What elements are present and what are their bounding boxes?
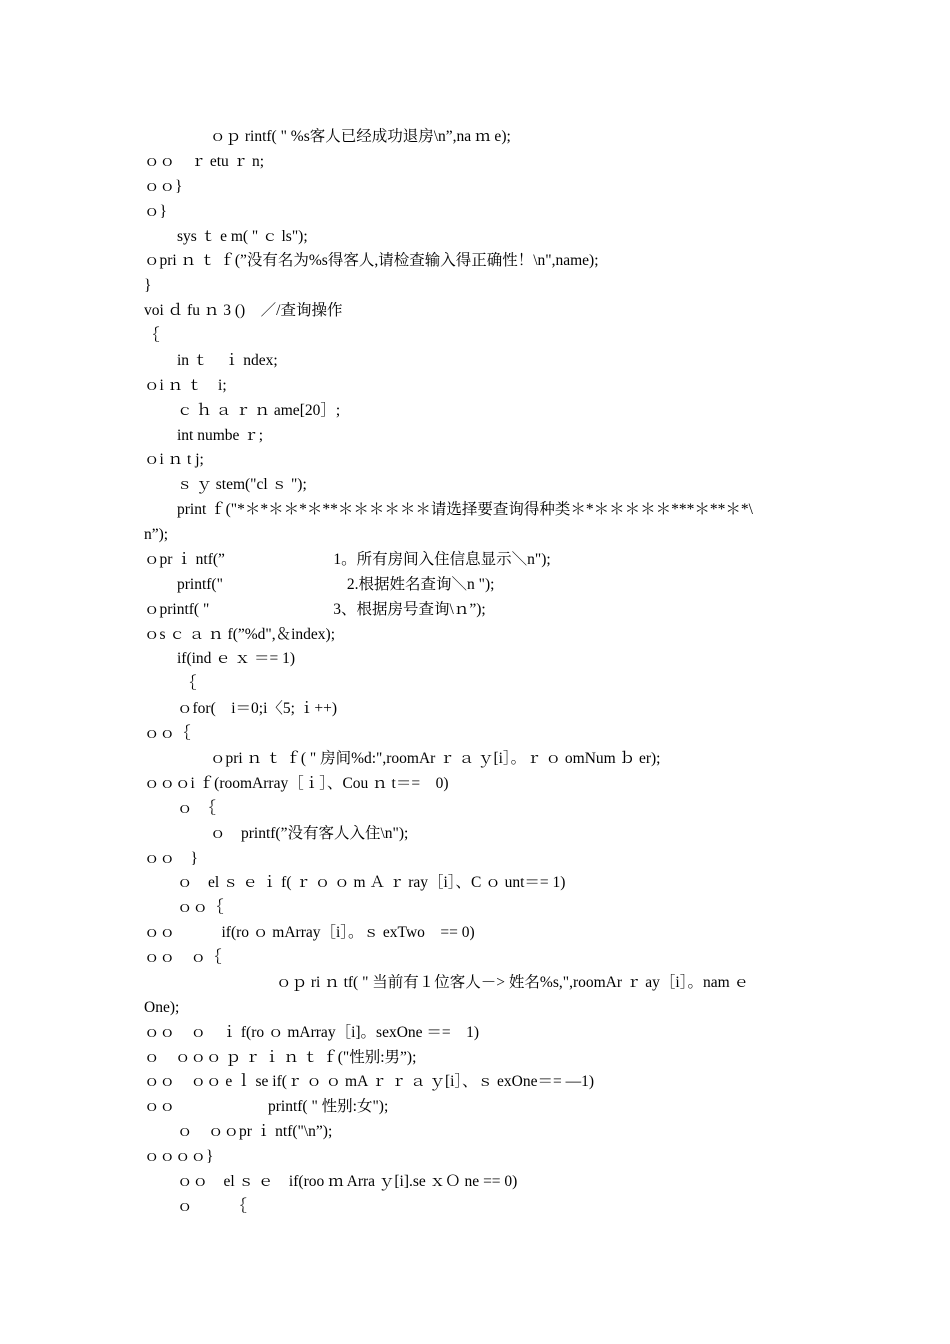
code-line: ｏｏ el ｓ ｅ if(roo ｍ Arra ｙ[i].se ｘＯ ne == 0) [177, 1173, 518, 1190]
code-line: ｏｐ rintf( " %s客人已经成功退房\n”,na ｍ e); [210, 128, 511, 145]
code-line: ｏpri ｎ ｔ ｆ(”没有名为%s得客人,请检查输入得正确性！\n",name); [144, 252, 599, 269]
code-line: ｏ ｏｏｏ ｐ ｒ ｉ ｎ ｔ ｆ("性别:男”); [144, 1049, 417, 1066]
code-line: ｏprintf( " 3、根据房号查询\ｎ”); [144, 601, 486, 618]
code-line: ｏi ｎ ｔ i; [144, 377, 227, 394]
code-line: print ｆ("*＊*＊＊*＊**＊＊＊＊＊＊请选择要查询得种类＊*＊＊＊＊＊***＊**＊*\ [177, 501, 753, 518]
code-line: sys ｔ e m( " ｃ ls"); [177, 228, 308, 245]
code-line: ｓ ｙ stem("cl ｓ "); [177, 476, 307, 493]
code-line: ｏｏ｛ [144, 725, 191, 742]
code-line: in ｔ ｉ ndex; [177, 352, 278, 369]
code-line: ｏｏ ｒ etu ｒ n; [144, 153, 265, 170]
code-line: ｏｏ} [144, 178, 183, 195]
code-line: ｏpri ｎ ｔ ｆ( " 房间%d:",roomAr ｒ ａ ｙ[i］。ｒ ｏ omNum ｂ er); [210, 750, 661, 767]
code-line: ｏｏ if(ro ｏ mArray［i］。ｓ exTwo == 0) [144, 924, 475, 941]
code-line: ｏ ｏｏpr ｉ ntf("\n”); [177, 1123, 333, 1140]
code-line: printf(" 2.根据姓名查询＼n "); [177, 576, 495, 593]
code-line: int numbe ｒ; [177, 427, 264, 444]
code-line: ｏｐ ri ｎ tf( " 当前有１位客人－> 姓名%s,",roomAr ｒ ay［i］。nam ｅ [276, 974, 750, 991]
code-line: ｏ ｛ [177, 1198, 247, 1215]
code-line: ｏ printf(”没有客人入住\n"); [210, 825, 409, 842]
code-line: voi ｄ fu ｎ 3 () ／/查询操作 [144, 302, 343, 319]
code-line: ｏ el ｓ ｅ ｉ f( ｒ ｏ ｏ m Ａ ｒ ray［i］、C ｏ unt＝= 1) [177, 874, 566, 891]
code-line: if(ind ｅ ｘ ＝= 1) [177, 650, 296, 667]
code-line: ｏｏ ｏ｛ [144, 949, 222, 966]
code-line: ｏｏ ｏｏ e ｌ se if(ｒ ｏ ｏ mA ｒ ｒ ａ ｙ[i］、ｓ exOne＝= —1) [144, 1073, 595, 1090]
code-line: ｏs ｃ ａ ｎ f(”%d",＆index); [144, 626, 336, 643]
code-line: ｏｏｏｏ} [144, 1148, 214, 1165]
code-line: n”); [144, 526, 169, 543]
code-line: ｛ [177, 675, 197, 692]
code-line: ｏｏ ｏ ｉ f(ro ｏ mArray［i]。sexOne ＝= 1) [144, 1024, 480, 1041]
code-line: ｏi ｎ t j; [144, 451, 204, 468]
code-line: ｃ ｈ ａ ｒ ｎ ame[20］; [177, 402, 341, 419]
code-line: ｏpr ｉ ntf(” 1。所有房间入住信息显示＼n"); [144, 551, 551, 568]
code-line: ｏｏｏi ｆ(roomArray［ｉ］、Cou ｎ t＝= 0) [144, 775, 449, 792]
code-line: } [144, 277, 152, 294]
code-line: ｏｏ printf( " 性别:女"); [144, 1098, 389, 1115]
code-line: ｏ} [144, 203, 167, 220]
code-line: ｏｏ｛ [177, 899, 224, 916]
code-line: ｏｏ } [144, 850, 198, 867]
code-line: ｏ ｛ [177, 800, 216, 817]
code-line: ｏfor( i＝0;i〈5; ｉ++) [177, 700, 337, 717]
code-line: ｛ [144, 327, 160, 344]
code-line: One); [144, 999, 180, 1016]
